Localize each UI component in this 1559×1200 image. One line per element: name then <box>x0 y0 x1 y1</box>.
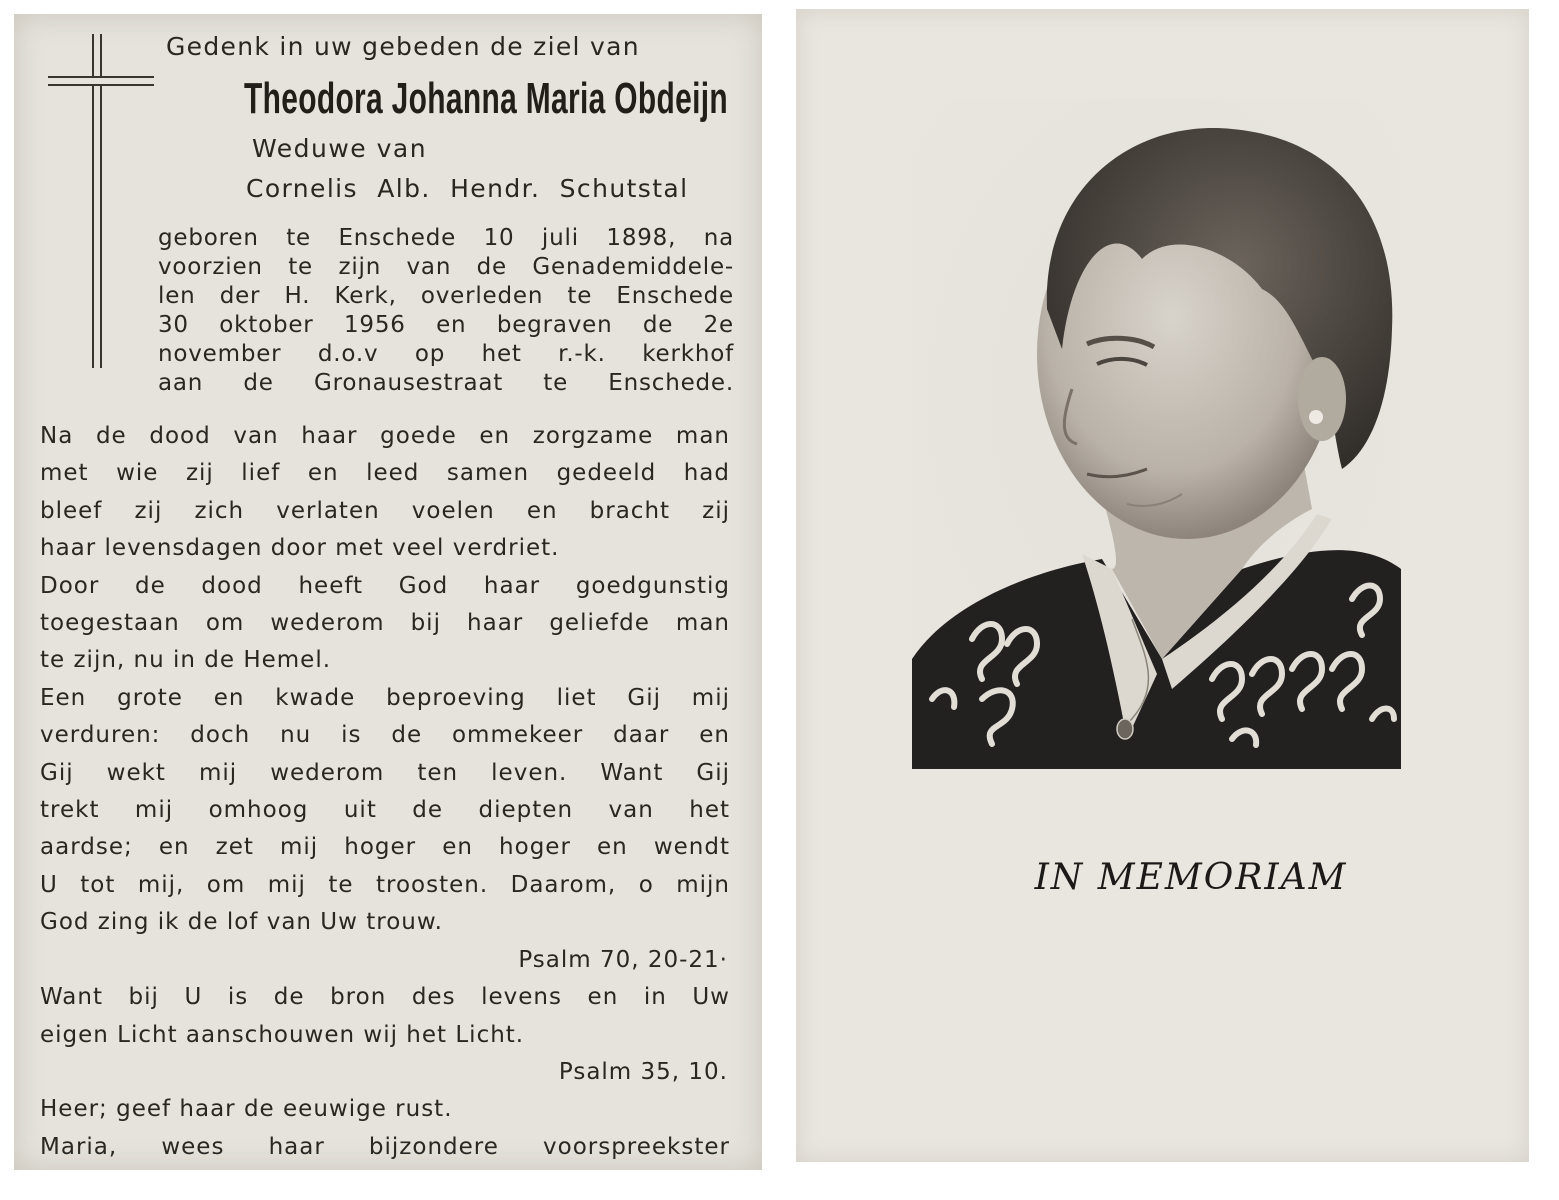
prayer-line: Maria, wees haar bijzondere voorspreekster <box>40 1133 730 1160</box>
memorial-card-photo-side <box>796 9 1529 1162</box>
text-line: Een grote en kwade beproeving liet Gij mij <box>40 684 730 711</box>
text-line: aardse; en zet mij hoger en hoger en wendt <box>40 834 730 861</box>
widow-of-label: Weduwe van <box>252 134 428 163</box>
memorial-card-text-side <box>14 14 762 1170</box>
text-line: eigen Licht aanschouwen wij het Licht. <box>40 1021 525 1048</box>
intro-line: Gedenk in uw gebeden de ziel van <box>166 32 640 61</box>
prayer-line: Heer; geef haar de eeuwige rust. <box>40 1096 453 1123</box>
text-line: haar levensdagen door met veel verdriet. <box>40 535 560 562</box>
psalm-citation: Psalm 35, 10. <box>558 1058 728 1085</box>
text-line: verduren: doch nu is de ommekeer daar en <box>40 722 730 749</box>
psalm-citation: Psalm 70, 20-21· <box>518 946 728 973</box>
text-line: trekt mij omhoog uit de diepten van het <box>40 797 730 824</box>
text-line: Want bij U is de bron des levens en in Uw <box>40 984 730 1011</box>
husband-name: Cornelis Alb. Hendr. Schutstal <box>246 174 689 203</box>
text-line: bleef zij zich verlaten voelen en bracht zij <box>40 497 730 524</box>
text-line: met wie zij lief en leed samen gedeeld had <box>40 460 730 487</box>
text-line: te zijn, nu in de Hemel. <box>40 647 332 674</box>
deceased-name: Theodora Johanna Maria Obdeijn <box>244 74 729 123</box>
bio-line: len der H. Kerk, overleden te Enschede <box>158 283 734 309</box>
cross-bar <box>48 76 154 86</box>
portrait-photo <box>912 99 1401 769</box>
bio-line: november d.o.v op het r.-k. kerkhof <box>158 341 734 367</box>
text-line: U tot mij, om mij te troosten. Daarom, o mijn <box>40 871 730 898</box>
in-memoriam-title: IN MEMORIAM <box>1034 857 1348 898</box>
bio-line: geboren te Enschede 10 juli 1898, na <box>158 225 734 251</box>
text-line: toegestaan om wederom bij haar geliefde man <box>40 610 730 637</box>
biography <box>158 224 734 398</box>
memorial-text <box>40 418 730 1166</box>
text-line: Door de dood heeft God haar goedgunstig <box>40 572 730 599</box>
text-line: Na de dood van haar goede en zorgzame man <box>40 423 730 449</box>
bio-line: 30 oktober 1956 en begraven de 2e <box>158 312 734 338</box>
text-line: Gij wekt mij wederom ten leven. Want Gij <box>40 759 730 786</box>
bio-line: voorzien te zijn van de Genademiddele- <box>158 254 734 280</box>
bio-line: aan de Gronausestraat te Enschede. <box>158 370 734 396</box>
text-line: God zing ik de lof van Uw trouw. <box>40 909 443 936</box>
